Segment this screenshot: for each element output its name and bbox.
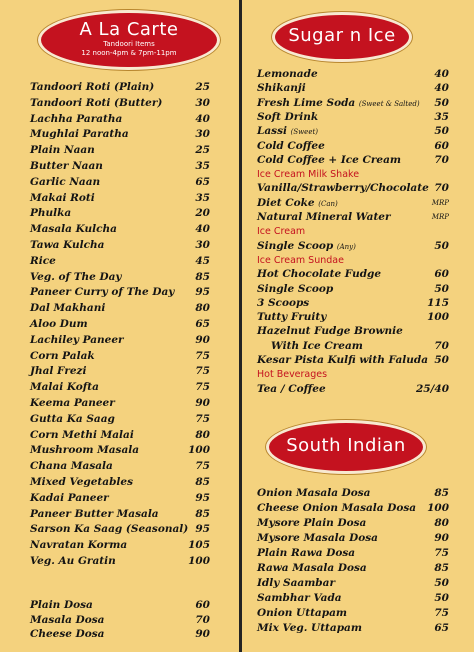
item-name-text: Masala Kulcha [30, 223, 117, 236]
item-price: 85 [434, 487, 449, 499]
menu-item [257, 68, 449, 81]
item-price: 75 [195, 365, 210, 378]
item-price: 90 [195, 333, 210, 346]
menu-item [257, 592, 449, 605]
item-name-text: Fresh Lime Soda [257, 96, 356, 109]
item-price: 80 [195, 302, 210, 315]
item-price: 50 [434, 592, 449, 604]
item-price: 60 [434, 139, 449, 152]
item-name [257, 211, 391, 224]
menu-item [257, 182, 449, 195]
item-price: 50 [434, 354, 449, 366]
item-name-text: Hot Beverages [257, 369, 328, 381]
menu-item [257, 297, 449, 310]
item-price: 80 [195, 428, 210, 441]
item-note: (Can) [318, 199, 338, 208]
menu-item [257, 311, 449, 324]
item-name-text: Lemonade [257, 68, 318, 80]
item-price: 90 [195, 628, 210, 640]
item-name [257, 111, 318, 124]
item-name [30, 539, 127, 552]
menu-item [257, 562, 449, 575]
item-name [30, 429, 134, 442]
menu-item [257, 354, 449, 367]
dosa-list [30, 599, 210, 644]
menu-item [30, 539, 210, 552]
item-name-text: Paneer Butter Masala [30, 507, 159, 520]
item-price: 65 [195, 318, 210, 330]
item-price: 40 [434, 68, 449, 80]
item-name-text: Mysore Plain Dosa [257, 517, 367, 529]
item-name [30, 286, 174, 299]
item-name-text: Tutty Fruity [257, 311, 327, 324]
item-price: 60 [434, 268, 449, 281]
item-name-text: Tawa Kulcha [30, 239, 105, 251]
menu-item [30, 318, 210, 331]
menu-item [257, 268, 449, 281]
item-price: 100 [427, 311, 449, 324]
menu-item [30, 599, 210, 612]
item-price: 75 [434, 607, 449, 619]
menu-item [257, 125, 449, 138]
menu-item [257, 383, 449, 396]
item-price: 40 [195, 223, 210, 236]
item-name-text: 3 Scoops [257, 296, 310, 309]
item-name [257, 125, 318, 139]
item-name-text: Hazelnut Fudge Brownie [257, 325, 403, 338]
item-price: 25/40 [415, 382, 449, 395]
item-price: 40 [195, 112, 210, 125]
item-name [30, 492, 109, 505]
item-name-text: Paneer Curry of The Day [30, 286, 175, 299]
item-price: 115 [427, 296, 449, 309]
menu-item [30, 207, 210, 220]
item-price: 85 [195, 270, 210, 283]
menu-item [30, 444, 210, 457]
item-name-text: Mysore Masala Dosa [257, 532, 378, 544]
item-name [257, 487, 370, 500]
menu-item [257, 154, 449, 167]
menu-subheading [257, 254, 449, 267]
item-name-text: Plain Rawa Dosa [257, 547, 356, 559]
menu-item [30, 144, 210, 157]
item-price: 50 [434, 125, 449, 138]
item-price: 75 [434, 547, 449, 559]
menu-subheading [257, 225, 449, 238]
item-name-text: Cold Coffee [257, 139, 325, 152]
item-price: 50 [434, 282, 449, 295]
item-name-text: Makai Roti [30, 191, 95, 204]
item-name [257, 502, 416, 515]
item-price: 95 [195, 491, 210, 504]
item-name [30, 508, 159, 521]
item-price: 90 [434, 532, 449, 544]
menu-item [30, 271, 210, 284]
subheading-label [257, 368, 327, 381]
item-name-text: Ice Cream Sundae [257, 254, 344, 266]
menu-item [257, 487, 449, 500]
item-name-text: Aloo Dum [30, 318, 88, 330]
item-name-text: Cheese Onion Masala Dosa [257, 502, 417, 514]
menu-item [30, 128, 210, 141]
item-name [257, 383, 326, 396]
item-name [30, 97, 162, 110]
menu-item [257, 517, 449, 530]
menu-item [257, 325, 449, 338]
menu-item [30, 223, 210, 236]
south-indian-badge [266, 420, 426, 474]
item-name-text: Plain Naan [30, 144, 95, 157]
item-name [257, 311, 326, 324]
menu-item [30, 81, 210, 94]
menu-item [257, 607, 449, 620]
item-name-text: Single Scoop [257, 282, 334, 295]
item-name [257, 97, 420, 111]
a-la-carte-hours: 12 noon-4pm & 7pm-11pm [81, 49, 177, 57]
item-name [257, 297, 309, 310]
item-name-text: Lachha Paratha [30, 112, 123, 125]
item-name [30, 365, 86, 378]
item-name-text: With Ice Cream [271, 339, 363, 352]
menu-item [30, 302, 210, 315]
menu-item [257, 502, 449, 515]
item-name [257, 140, 325, 153]
menu-item [30, 286, 210, 299]
item-name-text: Rice [30, 254, 56, 267]
menu-item [257, 111, 449, 124]
item-name [30, 476, 133, 489]
item-price: 65 [195, 175, 210, 188]
item-price: 85 [195, 476, 210, 488]
item-name-text: Corn Methi Malai [30, 428, 134, 441]
item-price: 70 [434, 153, 449, 166]
item-name-text: Butter Naan [30, 160, 103, 172]
item-name-text: Masala Dosa [30, 613, 105, 626]
item-name [30, 628, 104, 641]
item-name [30, 523, 188, 536]
menu-item [257, 140, 449, 153]
item-price: 45 [195, 254, 210, 267]
item-name-text: Onion Masala Dosa [257, 487, 371, 499]
item-name-text: Lachiley Paneer [30, 333, 124, 346]
menu-item [30, 492, 210, 505]
item-price: 100 [188, 555, 210, 567]
item-name [30, 160, 103, 173]
item-name-text: Ice Cream Milk Shake [257, 169, 360, 181]
item-name [30, 350, 95, 363]
menu-item [30, 523, 210, 536]
item-price: 65 [434, 622, 449, 634]
item-name [257, 607, 347, 620]
item-price: 75 [195, 381, 210, 394]
a-la-carte-title: A La Carte [79, 19, 179, 40]
item-name [30, 113, 122, 126]
item-name [30, 302, 105, 315]
item-name-text: Kesar Pista Kulfi with Faluda [257, 354, 429, 366]
item-name-text: Rawa Masala Dosa [257, 562, 367, 574]
menu-item [30, 397, 210, 410]
item-price: 100 [188, 444, 210, 457]
item-name-text: Vanilla/Strawberry/Chocolate [257, 182, 429, 195]
item-name-text: Lassi [257, 125, 287, 138]
menu-item [257, 532, 449, 545]
menu-item [30, 239, 210, 252]
item-name [257, 154, 401, 167]
item-name [257, 268, 381, 281]
menu-item [257, 622, 449, 635]
item-name [30, 460, 113, 473]
menu-item [257, 340, 449, 353]
item-name [257, 283, 333, 296]
menu-item [30, 628, 210, 641]
item-price: 90 [195, 397, 210, 409]
item-name-text: Mixed Vegetables [30, 476, 134, 488]
item-name [30, 614, 104, 627]
item-name-text: Chana Masala [30, 460, 113, 473]
item-price: 25 [195, 81, 210, 93]
item-name-text: Onion Uttapam [257, 607, 347, 619]
subheading-label [257, 168, 359, 181]
item-price: 30 [195, 239, 210, 251]
item-name-text: Tandoori Roti (Plain) [30, 81, 155, 93]
item-name-text: Mushroom Masala [30, 444, 140, 457]
menu-item [30, 160, 210, 173]
item-name-text: Sambhar Vada [257, 592, 342, 604]
item-price: 30 [195, 128, 210, 141]
item-name [257, 577, 335, 590]
menu-item [30, 508, 210, 521]
item-name-text: Malai Kofta [30, 381, 99, 394]
item-price: 40 [434, 82, 449, 95]
item-name-text: Corn Palak [30, 349, 95, 362]
menu-item [257, 240, 449, 253]
item-name [30, 444, 139, 457]
item-name [30, 271, 122, 284]
menu-item [257, 577, 449, 590]
subheading-label [257, 254, 344, 267]
item-name-text: Phulka [30, 207, 72, 220]
item-name-text: Veg. Au Gratin [30, 555, 116, 567]
item-note: (Any) [336, 242, 356, 251]
item-name [30, 223, 117, 236]
item-name-text: Ice Cream [257, 226, 306, 238]
item-note: (Sweet) [290, 128, 319, 137]
menu-item [257, 283, 449, 296]
item-price: 20 [195, 207, 210, 220]
menu-item [30, 381, 210, 394]
item-note: (Sweet & Salted) [358, 99, 420, 108]
item-name [30, 413, 115, 426]
item-name [30, 128, 129, 141]
menu-item [30, 555, 210, 568]
item-name [30, 239, 104, 252]
item-name [257, 240, 356, 254]
menu-subheading [257, 168, 449, 181]
menu-item [30, 350, 210, 363]
menu-item [30, 460, 210, 473]
sugar-n-ice-badge [272, 12, 412, 62]
item-name-text: Garlic Naan [30, 175, 101, 188]
menu-item [30, 614, 210, 627]
item-price: MRP [431, 213, 449, 221]
item-name-text: Gutta Ka Saag [30, 412, 115, 425]
menu-item [257, 82, 449, 95]
menu-subheading [257, 368, 449, 381]
item-name [30, 599, 93, 612]
item-name [30, 381, 99, 394]
item-price: 30 [195, 96, 210, 109]
item-name-text: Idly Saambar [257, 577, 335, 589]
item-price: 60 [195, 599, 210, 611]
south-indian-list [257, 487, 449, 634]
item-name [257, 517, 366, 530]
a-la-carte-badge [38, 10, 220, 70]
item-name-text: Dal Makhani [30, 302, 106, 315]
menu-item [30, 192, 210, 205]
item-name [30, 255, 56, 268]
item-name-text: Diet Coke [257, 196, 315, 209]
item-price: 80 [434, 517, 449, 529]
menu-item [257, 547, 449, 560]
item-name [257, 68, 318, 81]
sugar-n-ice-title: Sugar n Ice [288, 25, 396, 46]
item-name [257, 197, 338, 211]
menu-item [30, 429, 210, 442]
item-name-text: Mix Veg. Uttapam [257, 622, 362, 634]
item-name [30, 207, 71, 220]
item-name [257, 354, 428, 367]
item-name-text: Tandoori Roti (Butter) [30, 96, 163, 109]
item-name [30, 334, 124, 347]
menu-item [30, 255, 210, 268]
item-price: 35 [195, 160, 210, 172]
item-name-text: Keema Paneer [30, 397, 115, 409]
item-name [271, 340, 363, 353]
item-name-text: Kadai Paneer [30, 491, 109, 504]
item-name [257, 622, 362, 635]
menu-item [30, 413, 210, 426]
item-name [30, 555, 116, 568]
item-price: 25 [195, 144, 210, 157]
item-price: 95 [195, 523, 210, 536]
a-la-carte-subtitle: Tandoori Items [103, 40, 155, 48]
item-price: 50 [434, 96, 449, 109]
item-price: 105 [188, 539, 210, 552]
item-name-text: Natural Mineral Water [257, 211, 391, 223]
item-name-text: Soft Drink [257, 110, 319, 123]
item-price: 100 [427, 502, 449, 514]
sugar-n-ice-list [257, 68, 449, 412]
menu-item [30, 97, 210, 110]
menu-item [257, 197, 449, 210]
item-price: 70 [434, 339, 449, 352]
menu-item [257, 211, 449, 224]
item-price: 50 [434, 239, 449, 252]
item-name [257, 547, 355, 560]
item-price: 75 [195, 412, 210, 425]
item-name-text: Hot Chocolate Fudge [257, 268, 382, 281]
item-price: 50 [434, 577, 449, 589]
item-price: 35 [434, 110, 449, 123]
menu-item [30, 176, 210, 189]
item-name [30, 144, 95, 157]
item-price: 95 [195, 286, 210, 299]
item-name-text: Shikanji [257, 82, 306, 95]
item-name-text: Navratan Korma [30, 539, 128, 552]
menu-item [30, 113, 210, 126]
item-name [30, 176, 100, 189]
item-name-text: Cold Coffee + Ice Cream [257, 153, 401, 166]
south-indian-title: South Indian [286, 435, 406, 456]
item-name-text: Mughlai Paratha [30, 128, 129, 141]
item-price: 70 [434, 182, 449, 195]
menu-item [257, 97, 449, 110]
item-name [257, 325, 403, 338]
item-price: 35 [195, 191, 210, 204]
item-name [30, 81, 154, 94]
item-name [257, 532, 378, 545]
menu-item [30, 365, 210, 378]
item-price: 75 [195, 349, 210, 362]
a-la-carte-list [30, 81, 210, 571]
column-divider [239, 0, 242, 652]
item-name [257, 592, 342, 605]
item-name-text: Cheese Dosa [30, 628, 105, 640]
item-name-text: Plain Dosa [30, 599, 93, 611]
item-name-text: Sarson Ka Saag (Seasonal) [30, 523, 189, 536]
item-name-text: Jhal Frezi [30, 365, 87, 378]
item-name [257, 82, 306, 95]
item-name-text: Veg. of The Day [30, 270, 122, 283]
item-name [257, 182, 429, 195]
menu-item [30, 334, 210, 347]
item-price: 75 [195, 460, 210, 473]
item-name [257, 562, 367, 575]
item-price: MRP [431, 198, 449, 207]
item-name [30, 192, 95, 205]
item-name-text: Tea / Coffee [257, 382, 326, 395]
item-price: 70 [195, 613, 210, 626]
subheading-label [257, 225, 305, 238]
item-price: 85 [434, 562, 449, 574]
item-price: 85 [195, 507, 210, 520]
item-name [30, 397, 115, 410]
item-name [30, 318, 88, 331]
menu-item [30, 476, 210, 489]
item-name-text: Single Scoop [257, 239, 334, 252]
